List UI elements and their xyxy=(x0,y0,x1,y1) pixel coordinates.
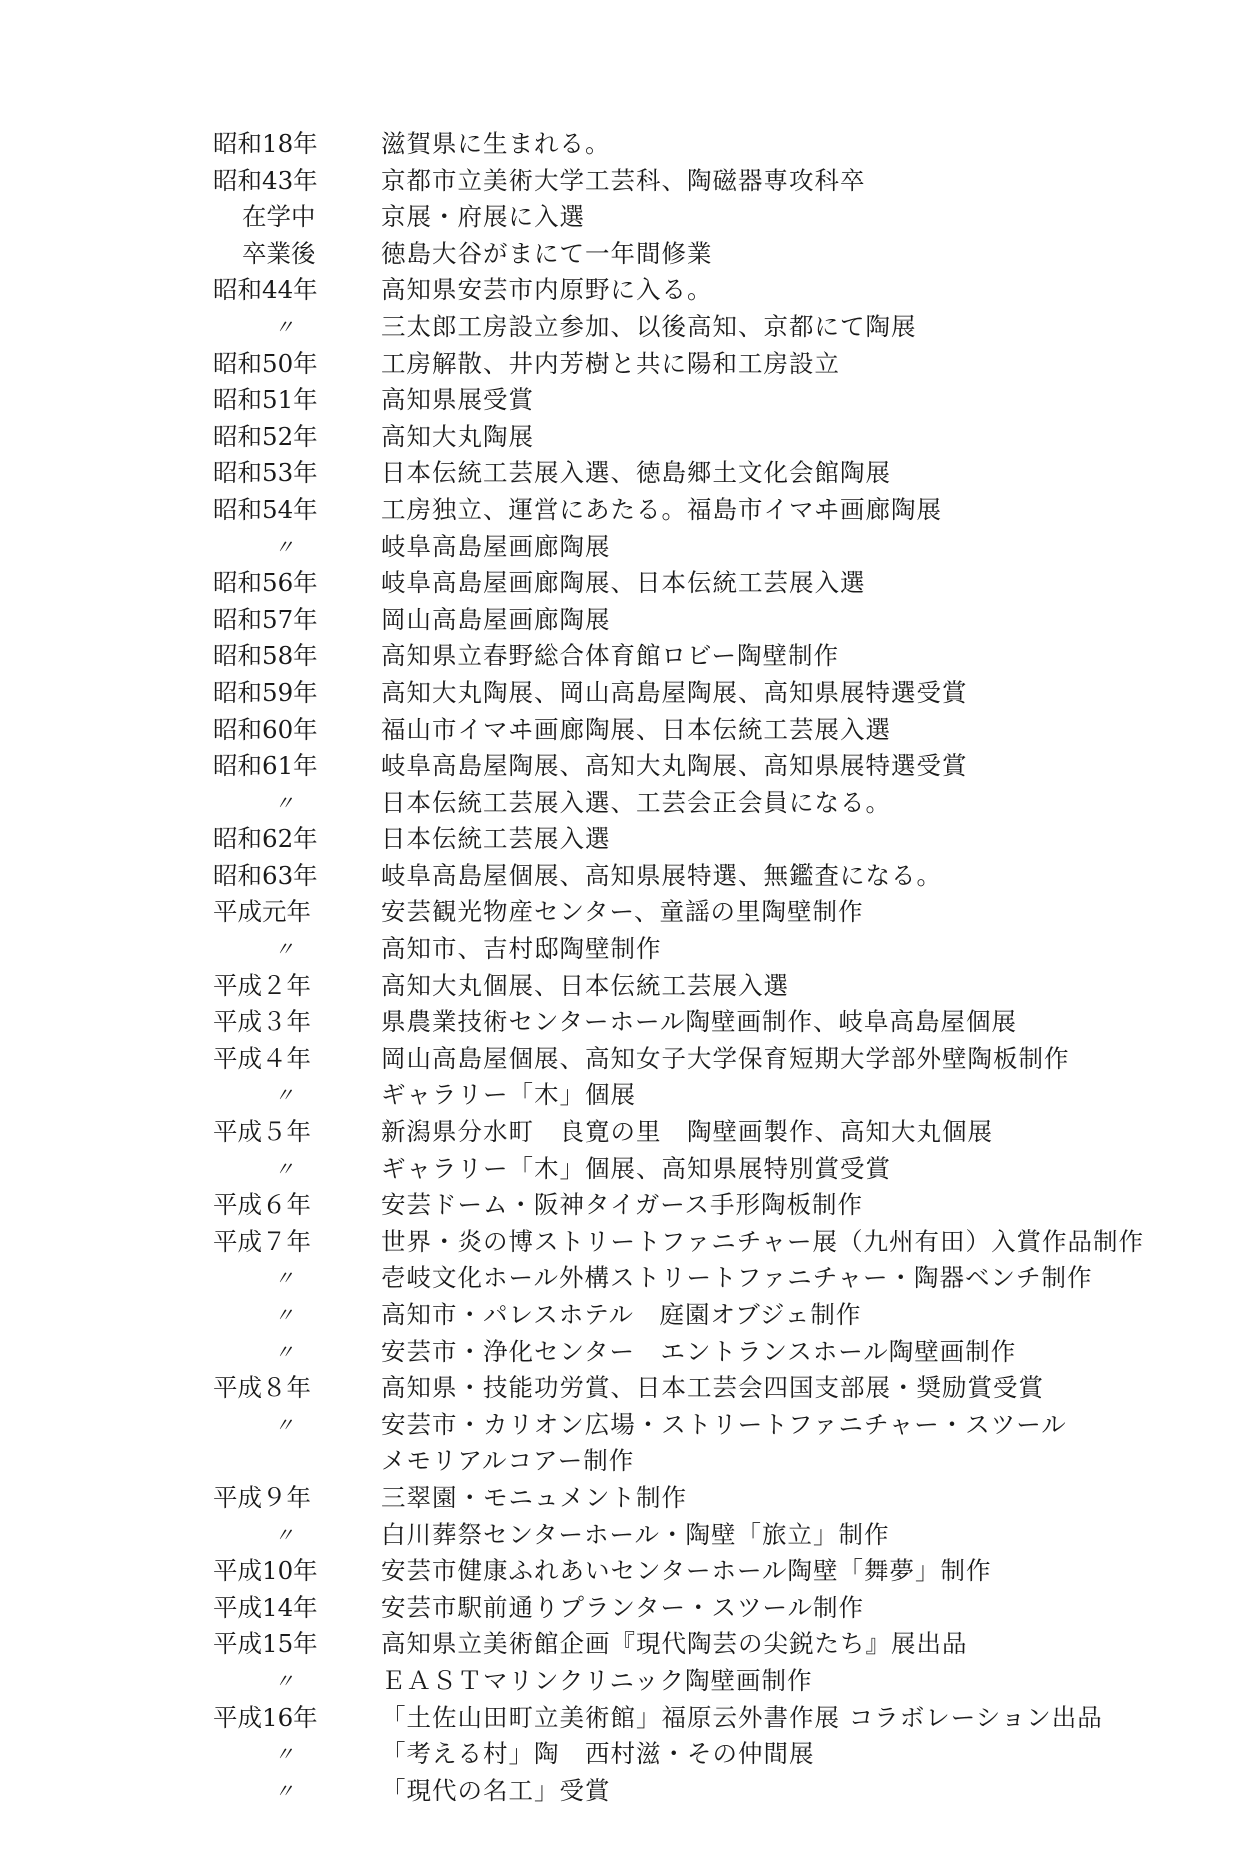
year-label: 平成２年 xyxy=(213,970,311,1000)
chronology-row xyxy=(0,1443,1242,1480)
chronology-row xyxy=(0,968,1242,1005)
year-label: 平成15年 xyxy=(213,1629,318,1659)
event-text: 新潟県分水町 良寛の里 陶壁画製作、高知大丸個展 xyxy=(381,1117,993,1147)
event-text: 高知大丸陶展 xyxy=(381,421,534,451)
chronology-row xyxy=(0,565,1242,602)
chronology-row xyxy=(0,126,1242,163)
year-label: 昭和18年 xyxy=(213,129,318,158)
year-label: 昭和60年 xyxy=(213,714,318,744)
year-label: 昭和58年 xyxy=(213,641,318,671)
chronology-row xyxy=(0,1041,1242,1078)
year-label: 〃 xyxy=(274,1668,294,1693)
year-label: 昭和51年 xyxy=(213,385,318,415)
year-label: 〃 xyxy=(274,790,294,815)
event-text: 京展・府展に入選 xyxy=(381,202,585,232)
chronology-row xyxy=(0,1663,1242,1700)
chronology-row xyxy=(0,638,1242,675)
event-text: 福山市イマヰ画廊陶展、日本伝統工芸展入選 xyxy=(381,714,891,744)
event-text: メモリアルコアー制作 xyxy=(381,1446,635,1476)
event-text: ギャラリー「木」個展 xyxy=(381,1080,636,1110)
year-label: 〃 xyxy=(274,1083,294,1108)
event-text: 安芸市健康ふれあいセンターホール陶壁「舞夢」制作 xyxy=(381,1556,992,1586)
event-text: 岐阜高島屋陶展、高知大丸陶展、高知県展特選受賞 xyxy=(381,751,968,781)
year-label: 〃 xyxy=(274,1412,294,1437)
chronology-row xyxy=(0,785,1242,822)
year-label: 昭和59年 xyxy=(213,677,318,707)
event-text: 徳島大谷がまにて一年間修業 xyxy=(381,238,713,268)
year-label: 昭和44年 xyxy=(213,275,318,305)
event-text: 安芸市・カリオン広場・ストリートファニチャー・スツール xyxy=(381,1409,1067,1439)
year-label: 〃 xyxy=(274,1339,294,1364)
event-text: 高知県立美術館企画『現代陶芸の尖鋭たち』展出品 xyxy=(381,1629,968,1659)
chronology-row xyxy=(0,1700,1242,1737)
chronology-row xyxy=(0,419,1242,456)
event-text: 「考える村」陶 西村滋・その仲間展 xyxy=(381,1739,815,1769)
event-text: 安芸市駅前通りプランター・スツール制作 xyxy=(381,1592,865,1622)
chronology-row xyxy=(0,1736,1242,1773)
event-text: 京都市立美術大学工芸科、陶磁器専攻科卒 xyxy=(381,165,866,195)
event-text: 高知市、吉村邸陶壁制作 xyxy=(381,934,662,964)
chronology-row xyxy=(0,346,1242,383)
event-text: 滋賀県に生まれる。 xyxy=(381,129,611,158)
event-text: 白川葬祭センターホール・陶壁「旅立」制作 xyxy=(381,1519,890,1549)
chronology-row xyxy=(0,272,1242,309)
year-label: 昭和52年 xyxy=(213,421,318,451)
year-label: 〃 xyxy=(274,534,294,559)
chronology-row xyxy=(0,1004,1242,1041)
event-text: ＥＡＳＴマリンクリニック陶壁画制作 xyxy=(381,1665,813,1695)
year-label: 平成14年 xyxy=(213,1592,318,1622)
event-text: 高知県安芸市内原野に入る。 xyxy=(381,275,713,305)
chronology-row xyxy=(0,382,1242,419)
year-label: 〃 xyxy=(274,937,294,962)
chronology-row xyxy=(0,163,1242,200)
event-text: 県農業技術センターホール陶壁画制作、岐阜高島屋個展 xyxy=(381,1007,1018,1037)
chronology-row xyxy=(0,1480,1242,1517)
year-label: 昭和57年 xyxy=(213,604,318,634)
year-label: 〃 xyxy=(274,1742,294,1767)
chronology-row xyxy=(0,492,1242,529)
event-text: 「土佐山田町立美術館」福原云外書作展 コラボレーション出品 xyxy=(381,1702,1103,1732)
year-label: 〃 xyxy=(274,1156,294,1181)
event-text: 日本伝統工芸展入選、工芸会正会員になる。 xyxy=(381,787,891,817)
chronology-row xyxy=(0,1334,1242,1371)
event-text: 三翠園・モニュメント制作 xyxy=(381,1482,687,1512)
event-text: 「現代の名工」受賞 xyxy=(381,1775,611,1805)
year-label: 〃 xyxy=(274,1303,294,1327)
year-label: 在学中 xyxy=(242,202,316,232)
chronology-row xyxy=(0,1553,1242,1590)
event-text: 三太郎工房設立参加、以後高知、京都にて陶展 xyxy=(381,311,917,341)
year-label: 〃 xyxy=(274,314,294,339)
event-text: 工房解散、井内芳樹と共に陽和工房設立 xyxy=(381,348,840,378)
year-label: 平成９年 xyxy=(213,1482,311,1512)
event-text: 安芸市・浄化センター エントランスホール陶壁画制作 xyxy=(381,1336,1017,1366)
chronology-row xyxy=(0,529,1242,566)
event-text: 高知県展受賞 xyxy=(381,385,534,415)
year-label: 平成６年 xyxy=(213,1190,311,1220)
chronology-row xyxy=(0,1407,1242,1444)
chronology-row xyxy=(0,1297,1242,1334)
year-label: 平成４年 xyxy=(213,1043,311,1073)
year-label: 〃 xyxy=(274,1778,294,1803)
chronology-row xyxy=(0,931,1242,968)
chronology-row xyxy=(0,1151,1242,1188)
year-label: 平成３年 xyxy=(213,1007,311,1037)
chronology-row xyxy=(0,602,1242,639)
year-label: 昭和56年 xyxy=(213,568,318,598)
chronology-list xyxy=(0,126,1242,1809)
event-text: 世界・炎の博ストリートファニチャー展（九州有田）入賞作品制作 xyxy=(381,1226,1145,1256)
chronology-row xyxy=(0,1187,1242,1224)
chronology-row xyxy=(0,1590,1242,1627)
chronology-row xyxy=(0,199,1242,236)
event-text: 高知県・技能功労賞、日本工芸会四国支部展・奨励賞受賞 xyxy=(381,1373,1044,1403)
event-text: 日本伝統工芸展入選、徳島郷土文化会館陶展 xyxy=(381,458,891,488)
chronology-row xyxy=(0,455,1242,492)
chronology-row xyxy=(0,1077,1242,1114)
event-text: 岐阜高島屋画廊陶展、日本伝統工芸展入選 xyxy=(381,568,866,598)
year-label: 平成８年 xyxy=(213,1373,311,1403)
year-label: 昭和50年 xyxy=(213,348,318,378)
year-label: 昭和62年 xyxy=(213,824,318,854)
year-label: 昭和54年 xyxy=(213,494,318,524)
event-text: 岐阜高島屋個展、高知県展特選、無鑑査になる。 xyxy=(381,860,942,890)
year-label: 〃 xyxy=(274,1522,294,1547)
event-text: 工房独立、運営にあたる。福島市イマヰ画廊陶展 xyxy=(381,494,942,524)
event-text: ギャラリー「木」個展、高知県展特別賞受賞 xyxy=(381,1153,891,1183)
event-text: 岡山高島屋画廊陶展 xyxy=(381,604,611,634)
year-label: 〃 xyxy=(274,1266,294,1291)
year-label: 昭和61年 xyxy=(213,751,318,781)
chronology-row xyxy=(0,1517,1242,1554)
year-label: 平成10年 xyxy=(213,1556,318,1586)
year-label: 昭和53年 xyxy=(213,458,318,488)
event-text: 日本伝統工芸展入選 xyxy=(381,824,611,854)
event-text: 安芸ドーム・阪神タイガース手形陶板制作 xyxy=(381,1190,864,1220)
chronology-row xyxy=(0,309,1242,346)
chronology-row xyxy=(0,1260,1242,1297)
year-label: 平成16年 xyxy=(213,1702,318,1732)
event-text: 高知大丸個展、日本伝統工芸展入選 xyxy=(381,970,789,1000)
event-text: 岡山高島屋個展、高知女子大学保育短期大学部外壁陶板制作 xyxy=(381,1043,1070,1073)
chronology-row xyxy=(0,858,1242,895)
chronology-row xyxy=(0,1626,1242,1663)
year-label: 卒業後 xyxy=(242,238,316,268)
chronology-row xyxy=(0,1773,1242,1810)
chronology-row xyxy=(0,821,1242,858)
chronology-row xyxy=(0,675,1242,712)
event-text: 高知県立春野総合体育館ロビー陶壁制作 xyxy=(381,641,840,671)
chronology-row xyxy=(0,1370,1242,1407)
event-text: 安芸観光物産センター、童謡の里陶壁制作 xyxy=(381,897,864,927)
chronology-row xyxy=(0,748,1242,785)
event-text: 岐阜高島屋画廊陶展 xyxy=(381,531,611,561)
year-label: 平成５年 xyxy=(213,1117,311,1147)
year-label: 昭和63年 xyxy=(213,860,318,890)
chronology-row xyxy=(0,1224,1242,1261)
event-text: 高知大丸陶展、岡山高島屋陶展、高知県展特選受賞 xyxy=(381,677,968,707)
year-label: 平成元年 xyxy=(213,897,311,927)
chronology-row xyxy=(0,712,1242,749)
chronology-row xyxy=(0,894,1242,931)
year-label: 平成７年 xyxy=(213,1226,311,1256)
year-label: 昭和43年 xyxy=(213,165,318,195)
event-text: 高知市・パレスホテル 庭園オブジェ制作 xyxy=(381,1300,862,1329)
chronology-row xyxy=(0,236,1242,273)
event-text: 壱岐文化ホール外構ストリートファニチャー・陶器ベンチ制作 xyxy=(381,1263,1093,1293)
chronology-row xyxy=(0,1114,1242,1151)
